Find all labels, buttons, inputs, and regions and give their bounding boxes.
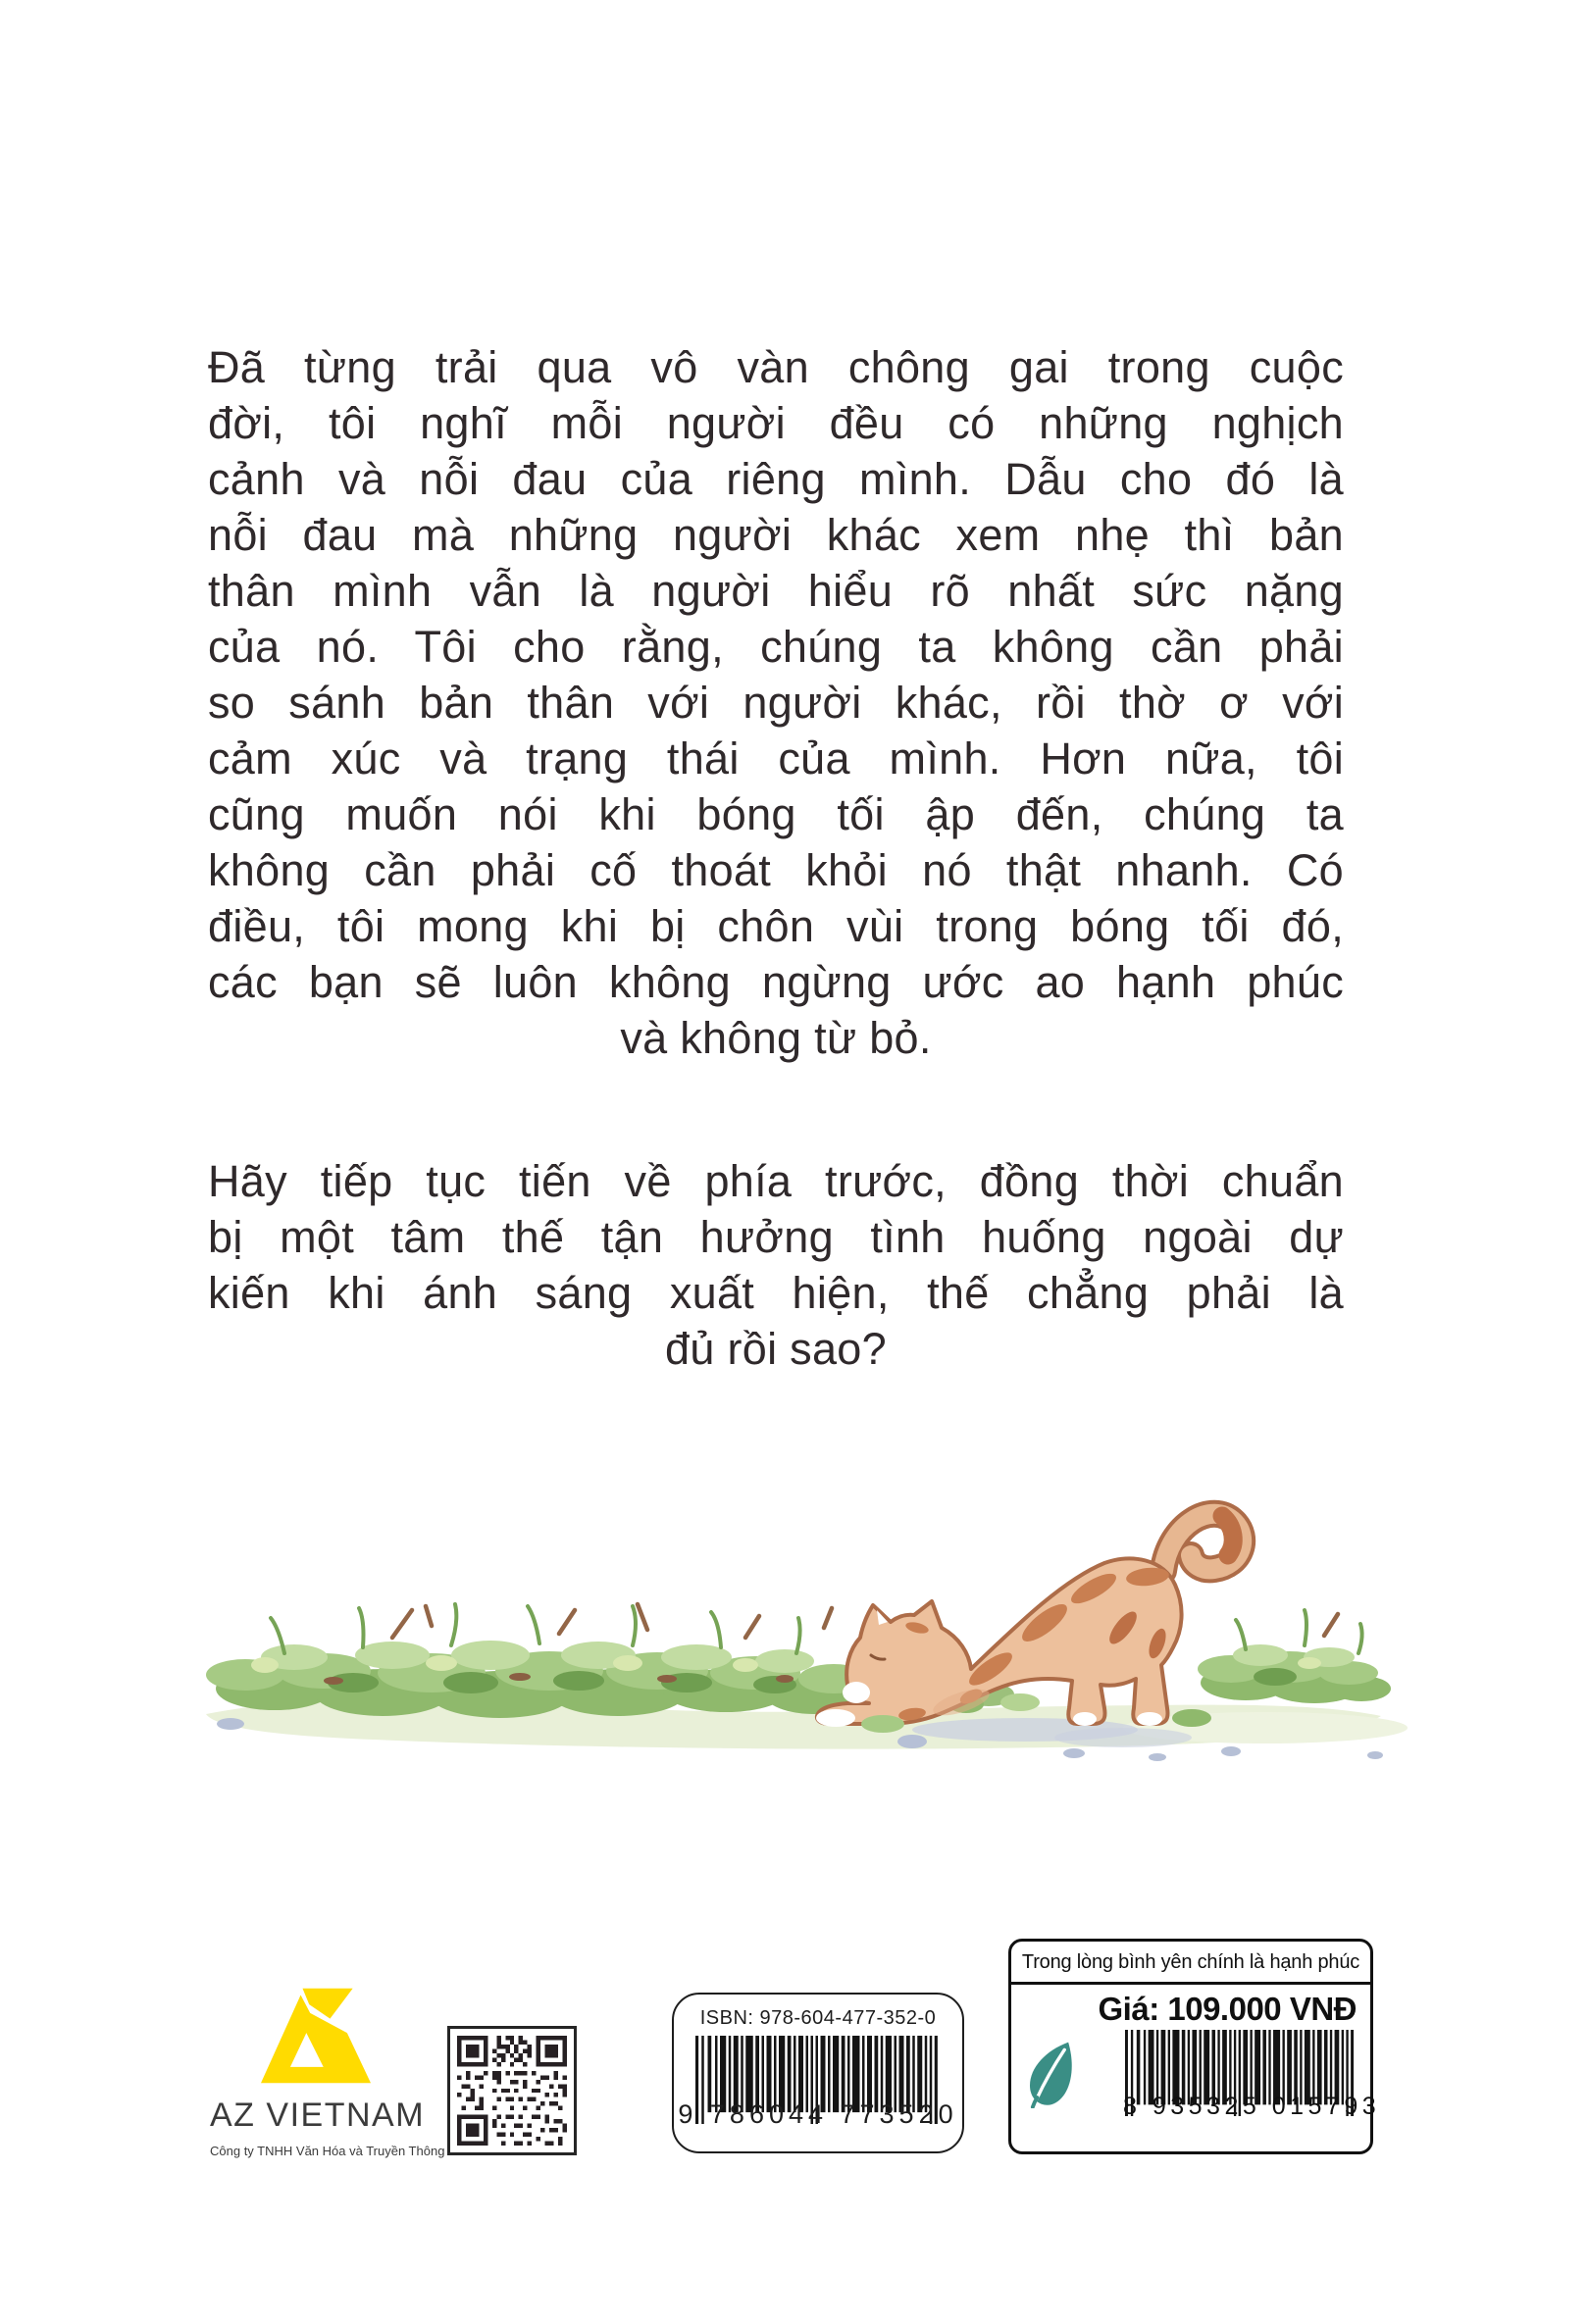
blurb-line: Hãy tiếp tục tiến về phía trước, đồng thời chuẩn <box>208 1156 1344 1206</box>
blurb-line: kiến khi ánh sáng xuất hiện, thế chẳng phải là <box>208 1268 1344 1318</box>
publisher-company: Công ty TNHH Văn Hóa và Truyền Thông <box>210 2144 445 2158</box>
blurb-line: và không từ bỏ. <box>620 1013 932 1063</box>
publisher-block <box>210 1987 445 2158</box>
blurb-line: cũng muốn nói khi bóng tối ập đến, chúng ta <box>208 789 1344 839</box>
blurb-text <box>208 339 1344 1377</box>
blurb-line: Đã từng trải qua vô vàn chông gai trong cuộc <box>208 342 1344 392</box>
blurb-paragraph-1 <box>208 339 1344 1066</box>
publisher-name: AZ VIETNAM <box>210 2097 426 2134</box>
qr-code <box>447 2026 577 2155</box>
book-title: Trong lòng bình yên chính là hạnh phúc <box>1011 1942 1370 1985</box>
az-vietnam-logo-icon <box>261 1987 371 2087</box>
blurb-line: đủ rồi sao? <box>665 1324 887 1374</box>
blurb-line: các bạn sẽ luôn không ngừng ước ao hạnh phúc <box>208 957 1344 1007</box>
blurb-line: so sánh bản thân với người khác, rồi thờ ơ với <box>208 678 1344 728</box>
blurb-line: nỗi đau mà những người khác xem nhẹ thì bản <box>208 510 1344 560</box>
qr-code-icon <box>457 2036 567 2146</box>
isbn-box <box>672 1993 964 2153</box>
blurb-line: cảnh và nỗi đau của riêng mình. Dẫu cho đó là <box>208 454 1344 504</box>
price-label: Giá: 109.000 VNĐ <box>1098 1991 1357 2027</box>
blurb-line: điều, tôi mong khi bị chôn vùi trong bóng tối đó, <box>208 901 1344 951</box>
blurb-line: bị một tâm thế tận hưởng tình huống ngoài dự <box>208 1212 1344 1262</box>
isbn-label: ISBN: 978-604-477-352-0 <box>699 2007 937 2029</box>
blurb-line: cảm xúc và trạng thái của mình. Hơn nữa, tôi <box>208 733 1344 783</box>
grass-tuft <box>1000 1693 1040 1711</box>
blurb-line: không cần phải cố thoát khỏi nó thật nhanh. Có <box>208 845 1344 895</box>
blurb-paragraph-2 <box>208 1153 1344 1377</box>
price-box <box>1008 1939 1381 2154</box>
isbn-digits: 9 786044 773520 <box>678 2099 958 2129</box>
blurb-line: đời, tôi nghĩ mỗi người đều có những nghịch <box>208 398 1344 448</box>
price-digits: 8 935325 015793 <box>1123 2093 1381 2120</box>
cat-stretching-illustration <box>137 1461 1452 1775</box>
grass-right <box>1198 1610 1391 1703</box>
blurb-line: thân mình vẫn là người hiểu rõ nhất sức nặng <box>208 566 1344 616</box>
cat-tail <box>1163 1514 1242 1571</box>
grass-left <box>206 1604 869 1718</box>
leaf-icon <box>1025 2040 1076 2108</box>
blurb-line: của nó. Tôi cho rằng, chúng ta không cần phải <box>208 622 1344 672</box>
